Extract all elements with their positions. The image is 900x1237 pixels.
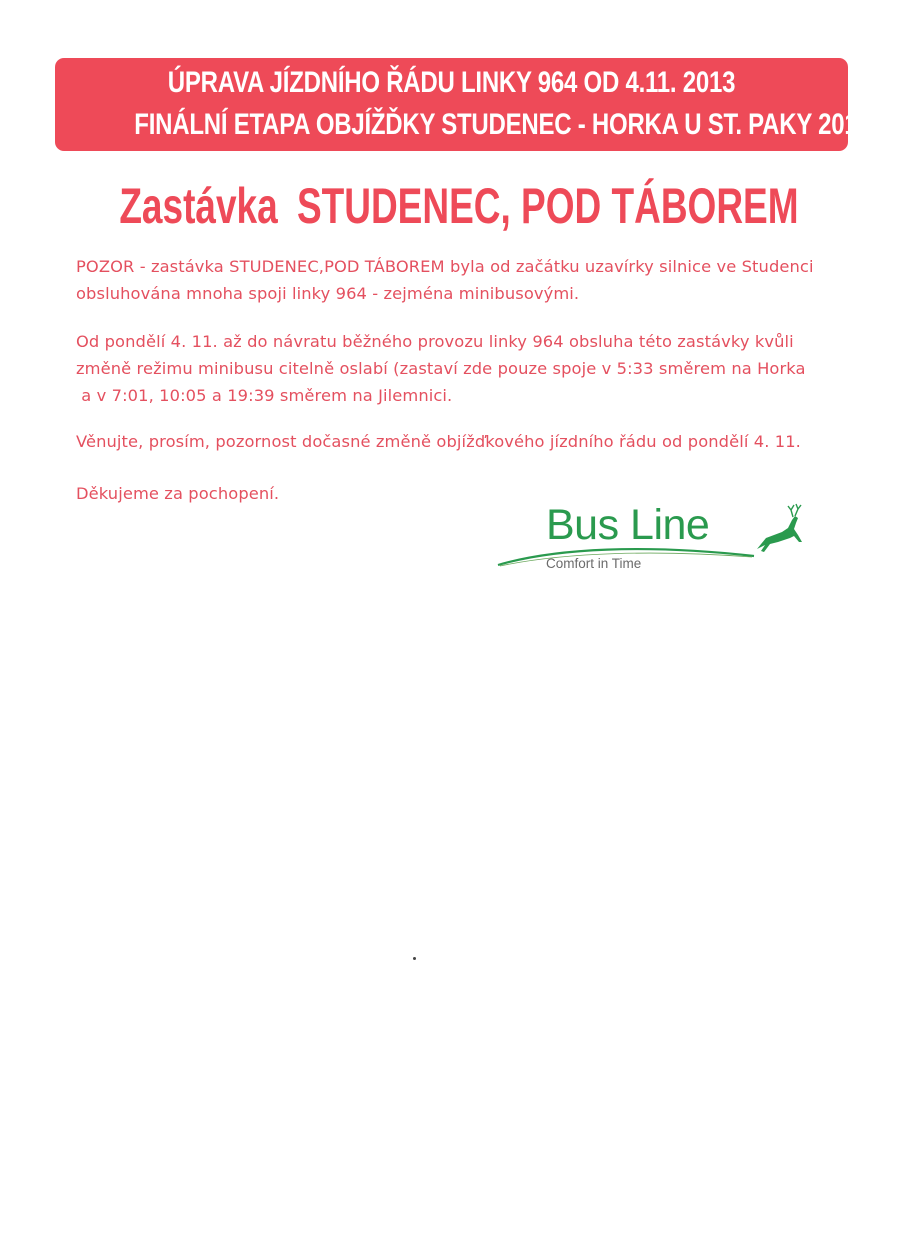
stop-heading bbox=[0, 178, 900, 234]
paragraph-line: obsluhována mnoha spoji linky 964 - zejména minibusovými. bbox=[76, 284, 580, 303]
paragraph-warning bbox=[76, 253, 856, 307]
leaping-deer-icon bbox=[754, 502, 804, 554]
notice-banner bbox=[55, 58, 871, 151]
logo-tagline: Comfort in Time bbox=[546, 556, 642, 571]
paragraph-line: Věnujte, prosím, pozornost dočasné změně objížďkového jízdního řádu od pondělí 4. 11. bbox=[76, 432, 801, 451]
paragraph-line: Od pondělí 4. 11. až do návratu běžného provozu linky 964 obsluha této zastávky kvůli bbox=[76, 332, 794, 351]
scan-speck bbox=[413, 957, 416, 960]
logo-wordmark: Bus Line bbox=[546, 501, 710, 549]
busline-logo bbox=[496, 498, 816, 583]
paragraph-line: změně režimu minibusu citelně oslabí (zastaví zde pouze spoje v 5:33 směrem na Horka bbox=[76, 359, 806, 378]
banner-title: ÚPRAVA JÍZDNÍHO ŘÁDU LINKY 964 OD 4.11. 2013 bbox=[167, 66, 736, 99]
paragraph-line: POZOR - zastávka STUDENEC,POD TÁBOREM byla od začátku uzavírky silnice ve Studenci bbox=[76, 257, 814, 276]
paragraph-line: Děkujeme za pochopení. bbox=[76, 484, 280, 503]
stop-label: Zastávka bbox=[119, 178, 278, 234]
banner-subtitle: FINÁLNÍ ETAPA OBJÍŽĎKY STUDENEC - HORKA U ST. PAKY 2013 bbox=[134, 108, 871, 141]
stop-name: STUDENEC, POD TÁBOREM bbox=[296, 178, 799, 234]
paragraph-service-change bbox=[76, 328, 856, 409]
paragraph-attention bbox=[76, 428, 856, 455]
paragraph-line: a v 7:01, 10:05 a 19:39 směrem na Jilemnici. bbox=[76, 386, 453, 405]
